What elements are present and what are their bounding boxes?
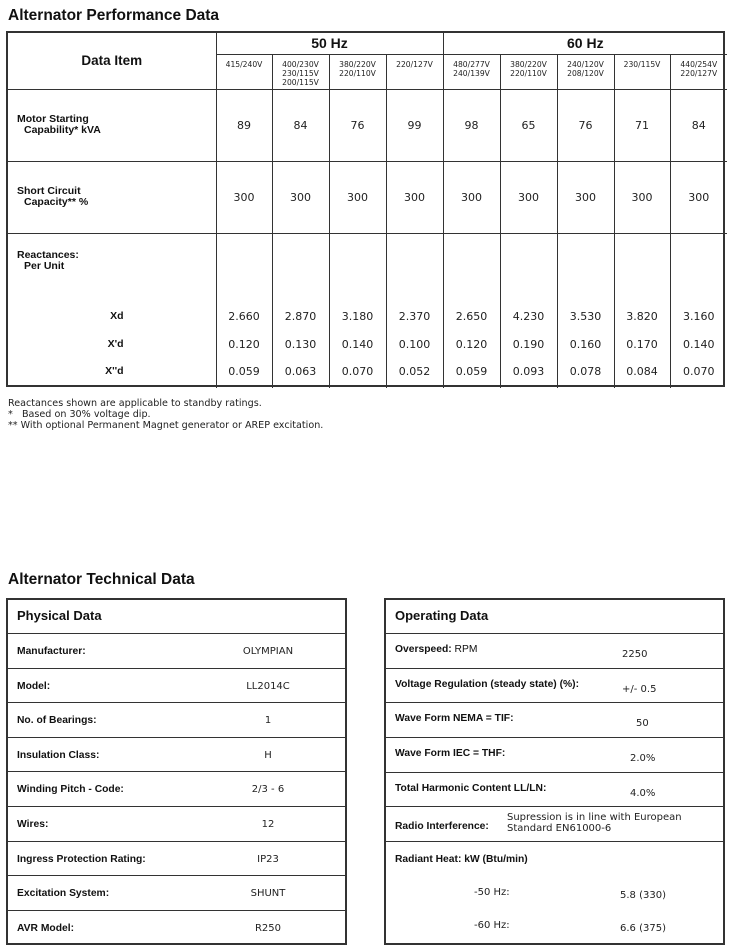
nema-tif-label: Wave Form NEMA = TIF: — [395, 713, 514, 725]
reactance-value-cell — [614, 233, 670, 388]
reactance-xppd-value: 0.093 — [512, 364, 545, 378]
reactance-xpd-value: 0.170 — [626, 337, 658, 351]
physical-data-row — [8, 842, 345, 877]
physical-data-row — [8, 634, 345, 669]
nema-tif-row — [386, 703, 723, 738]
motor-starting-value: 89 — [216, 89, 272, 161]
physical-data-value: H — [264, 749, 272, 761]
radiant-heat-60hz-value: 6.6 (375) — [620, 923, 666, 935]
short-circuit-row — [8, 161, 727, 233]
physical-data-value: 1 — [264, 715, 272, 727]
reactance-xppd-value: 0.063 — [284, 364, 317, 378]
physical-data-key: Manufacturer: — [17, 646, 86, 657]
motor-starting-value: 71 — [614, 89, 670, 161]
reactance-value-cell — [443, 233, 500, 388]
voltage-regulation-value: +/- 0.5 — [622, 683, 657, 695]
reactance-xpd-value: 0.190 — [512, 337, 545, 351]
reactance-xd-value: 3.180 — [341, 309, 374, 323]
operating-data-heading: Operating Data — [386, 600, 723, 634]
reactance-value-cell — [329, 233, 386, 388]
reactance-xd-value: 4.230 — [512, 309, 545, 323]
thc-row — [386, 773, 723, 808]
physical-data-key: Insulation Class: — [17, 749, 100, 761]
physical-data-row — [8, 703, 345, 738]
physical-data-row — [8, 738, 345, 773]
voltage-header: 380/220V 220/110V — [500, 54, 557, 89]
reactance-value-cell — [557, 233, 614, 388]
motor-starting-value: 76 — [329, 89, 386, 161]
physical-data-row — [8, 807, 345, 842]
reactance-xd-value: 2.870 — [284, 309, 317, 323]
reactance-xd-value: 2.650 — [455, 309, 488, 323]
voltage-header: 415/240V — [216, 54, 272, 89]
reactance-xd-value: 2.370 — [398, 309, 431, 323]
physical-data-key: Ingress Protection Rating: — [17, 853, 146, 865]
reactance-xppd-value: 0.070 — [341, 364, 374, 378]
reactance-xppd-label: X''d — [105, 364, 124, 377]
reactance-xd-value: 2.660 — [228, 309, 260, 323]
motor-starting-value: 76 — [557, 89, 614, 161]
motor-starting-value: 84 — [272, 89, 329, 161]
reactance-value-cell — [670, 233, 727, 388]
short-circuit-value: 300 — [670, 161, 727, 233]
performance-table — [6, 31, 725, 387]
motor-starting-value: 84 — [670, 89, 727, 161]
reactance-xpd-value: 0.120 — [455, 337, 488, 351]
short-circuit-value: 300 — [443, 161, 500, 233]
reactance-value-cell — [500, 233, 557, 388]
reactance-xpd-value: 0.130 — [284, 337, 317, 351]
reactance-xppd-value: 0.059 — [228, 364, 260, 378]
reactance-value-cell — [216, 233, 272, 388]
radio-interference-row — [386, 807, 723, 842]
short-circuit-value: 300 — [386, 161, 443, 233]
reactance-xpd-value: 0.100 — [398, 337, 431, 351]
motor-starting-value: 99 — [386, 89, 443, 161]
iec-thf-label: Wave Form IEC = THF: — [395, 748, 506, 760]
physical-data-key: No. of Bearings: — [17, 715, 97, 727]
motor-starting-value: 65 — [500, 89, 557, 161]
physical-data-value: OLYMPIAN — [242, 646, 294, 657]
reactance-xpd-value: 0.140 — [341, 337, 374, 351]
reactance-xd-value: 3.820 — [626, 309, 658, 323]
reactances-row — [8, 233, 727, 388]
data-item-header: Data Item — [8, 33, 216, 89]
reactance-xpd-label: X'd — [107, 337, 124, 350]
reactance-value-cell — [272, 233, 329, 388]
voltage-regulation-label: Voltage Regulation (steady state) (%): — [395, 678, 580, 690]
group-header-60hz: 60 Hz — [443, 33, 727, 54]
physical-data-key: Winding Pitch - Code: — [17, 784, 124, 796]
footnote-reactances: Reactances shown are applicable to standby ratings. — [8, 398, 262, 409]
voltage-header: 400/230V 230/115V 200/115V — [272, 54, 329, 89]
footnote-double-asterisk: ** With optional Permanent Magnet generator or AREP excitation. — [8, 420, 324, 431]
operating-data-panel — [384, 598, 725, 945]
footnote-asterisk: * Based on 30% voltage dip. — [8, 409, 151, 420]
overspeed-label: Overspeed: RPM — [395, 644, 478, 655]
short-circuit-value: 300 — [614, 161, 670, 233]
performance-section-title: Alternator Performance Data — [8, 7, 220, 24]
voltage-header: 220/127V — [386, 54, 443, 89]
voltage-header: 380/220V 220/110V — [329, 54, 386, 89]
voltage-regulation-row — [386, 669, 723, 704]
short-circuit-value: 300 — [557, 161, 614, 233]
voltage-header: 230/115V — [614, 54, 670, 89]
short-circuit-label: Short Circuit Capacity** % — [8, 161, 216, 233]
motor-starting-value: 98 — [443, 89, 500, 161]
radio-interference-value: Supression is in line with European Standard EN61000-6 — [507, 812, 682, 835]
radiant-heat-row — [386, 842, 723, 946]
physical-data-value: 12 — [261, 818, 275, 830]
physical-data-row — [8, 669, 345, 704]
physical-data-key: Wires: — [17, 818, 49, 830]
physical-data-value: LL2014C — [246, 680, 290, 692]
physical-data-key: AVR Model: — [17, 922, 75, 934]
physical-data-row — [8, 876, 345, 911]
radio-interference-label: Radio Interference: — [395, 821, 489, 833]
physical-data-value: 2/3 - 6 — [251, 784, 285, 796]
physical-data-key: Excitation System: — [17, 888, 110, 900]
physical-data-key: Model: — [17, 680, 51, 692]
physical-data-heading: Physical Data — [8, 600, 345, 634]
group-header-50hz: 50 Hz — [216, 33, 443, 54]
reactance-xpd-value: 0.120 — [228, 337, 260, 351]
reactances-label-cell — [8, 233, 216, 388]
radiant-heat-50hz-value: 5.8 (330) — [620, 890, 666, 902]
reactances-label: Reactances: Per Unit — [17, 248, 79, 272]
technical-section-title: Alternator Technical Data — [8, 571, 195, 588]
radiant-heat-label: Radiant Heat: kW (Btu/min) — [395, 854, 528, 866]
reactance-xd-label: Xd — [110, 309, 124, 322]
radiant-heat-50hz-label: -50 Hz: — [474, 887, 510, 899]
reactance-xd-value: 3.530 — [569, 309, 602, 323]
motor-starting-label: Motor Starting Capability* kVA — [8, 89, 216, 161]
physical-data-panel — [6, 598, 347, 945]
physical-data-value: SHUNT — [250, 888, 286, 900]
physical-data-row — [8, 772, 345, 807]
short-circuit-value: 300 — [329, 161, 386, 233]
reactance-xppd-value: 0.059 — [455, 364, 488, 378]
thc-label: Total Harmonic Content LL/LN: — [395, 782, 547, 794]
reactance-xd-value: 3.160 — [683, 309, 715, 323]
reactance-xppd-value: 0.084 — [626, 364, 658, 378]
iec-thf-row — [386, 738, 723, 773]
iec-thf-value: 2.0% — [630, 753, 656, 765]
footnotes — [8, 398, 323, 431]
reactance-xppd-value: 0.070 — [683, 364, 715, 378]
reactance-xppd-value: 0.078 — [569, 364, 602, 378]
radiant-heat-60hz-label: -60 Hz: — [474, 920, 510, 932]
voltage-header: 240/120V 208/120V — [557, 54, 614, 89]
short-circuit-value: 300 — [216, 161, 272, 233]
physical-data-row — [8, 911, 345, 946]
short-circuit-value: 300 — [500, 161, 557, 233]
reactance-xpd-value: 0.160 — [569, 337, 602, 351]
short-circuit-value: 300 — [272, 161, 329, 233]
physical-data-value: R250 — [254, 922, 282, 934]
motor-starting-row — [8, 89, 727, 161]
voltage-header: 440/254V 220/127V — [670, 54, 727, 89]
reactance-xppd-value: 0.052 — [398, 364, 431, 378]
reactance-value-cell — [386, 233, 443, 388]
thc-value: 4.0% — [630, 787, 656, 799]
voltage-header: 480/277V 240/139V — [443, 54, 500, 89]
reactance-xpd-value: 0.140 — [683, 337, 715, 351]
physical-data-value: IP23 — [257, 853, 279, 865]
overspeed-value: 2250 — [622, 649, 648, 660]
nema-tif-value: 50 — [636, 718, 649, 730]
overspeed-row — [386, 634, 723, 669]
